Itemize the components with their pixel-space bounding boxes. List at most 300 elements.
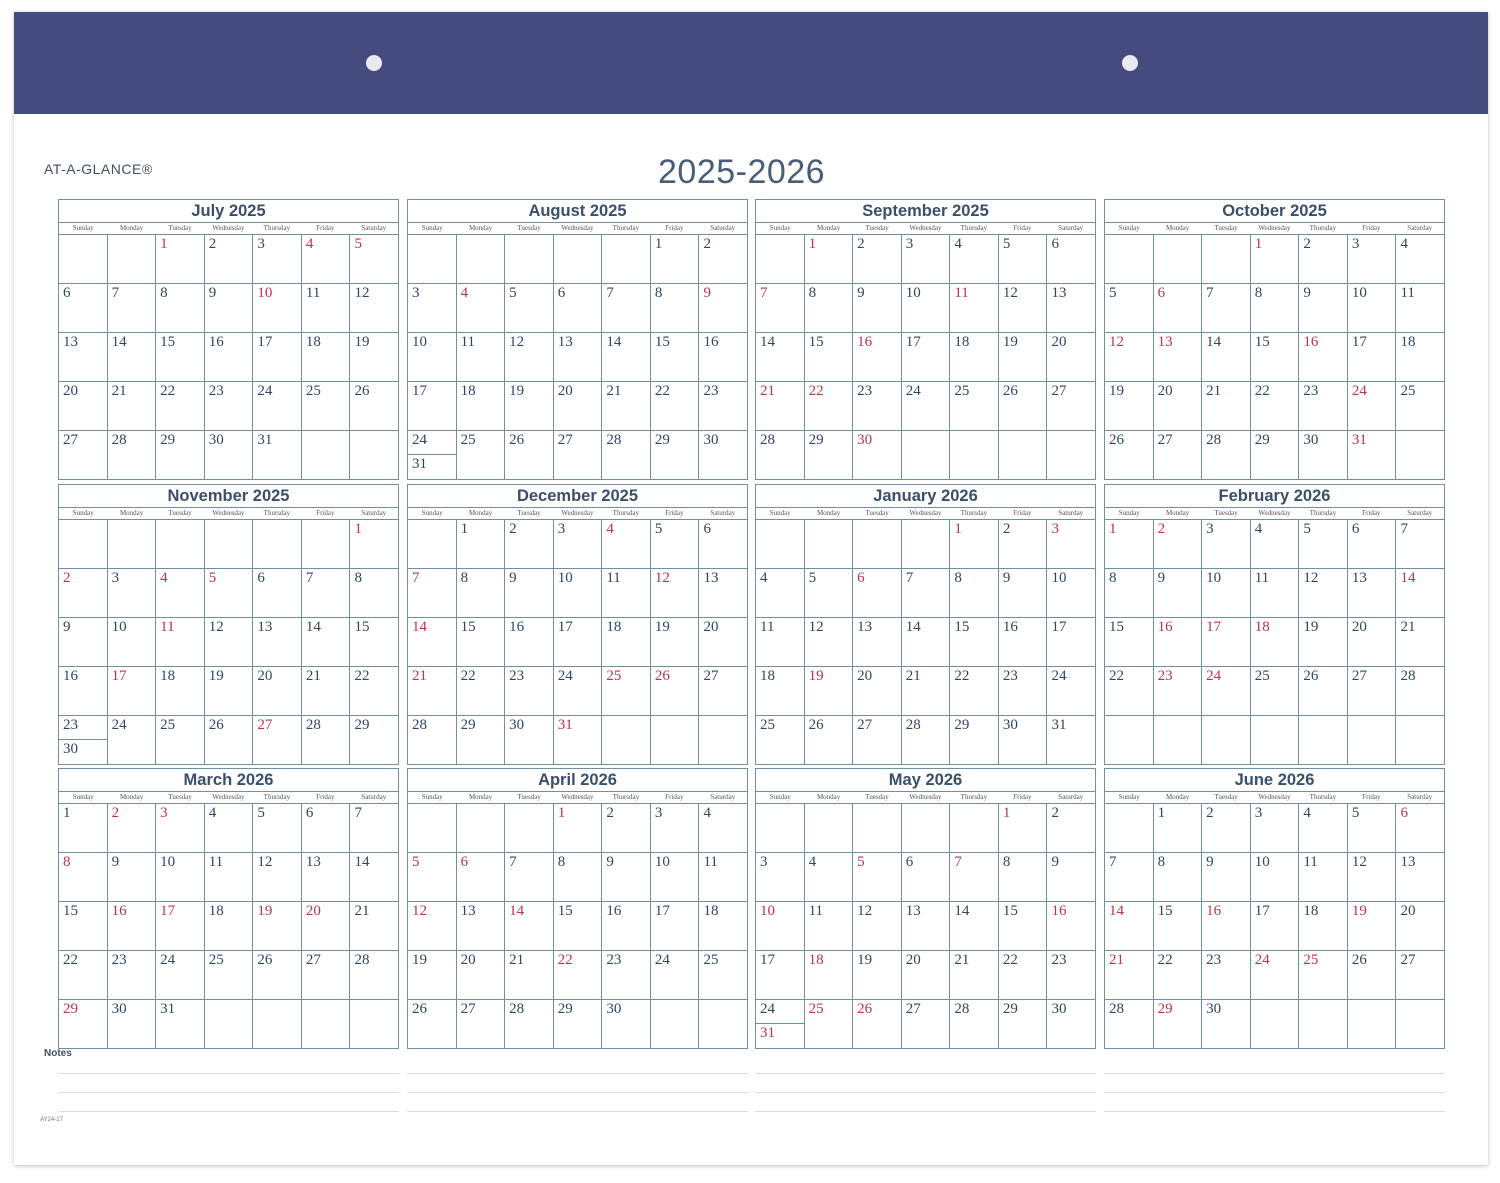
day-number: 12 [857,903,873,919]
weekday-header [1105,792,1444,804]
day-cell [1105,1000,1154,1048]
weekday-label: Friday [1013,793,1032,801]
day-cell [302,716,351,764]
day-cell [902,804,951,852]
day-cell [408,431,457,479]
day-cell [350,431,398,479]
day-cell [205,667,254,715]
day-cell [602,333,651,381]
day-number: 17 [111,668,127,684]
day-cell [853,235,902,283]
day-cell [1154,1000,1203,1048]
day-cell [1299,853,1348,901]
weekday-label: Friday [665,224,684,232]
day-number: 26 [257,952,273,968]
day-number: 16 [509,619,525,635]
day-number: 15 [354,619,370,635]
day-cell [950,382,999,430]
day-cell [350,618,398,666]
day-number: 5 [354,236,362,252]
weekday-label: Thursday [960,509,988,517]
day-cell [1251,520,1300,568]
weekday-label: Saturday [1407,509,1433,517]
day-number: 13 [857,619,873,635]
day-cell [999,667,1048,715]
day-number: 10 [257,285,273,301]
day-cell [1396,520,1444,568]
day-number: 1 [63,805,71,821]
day-number: 12 [1109,334,1124,350]
day-number: 2 [63,570,71,586]
day-number: 3 [1351,236,1360,252]
day-cell [554,569,603,617]
weekday-header [59,792,398,804]
day-cell [1348,569,1397,617]
day-cell [902,284,951,332]
day-cell [302,804,351,852]
day-cell [999,951,1048,999]
day-number: 18 [808,952,824,968]
day-number: 11 [160,619,175,635]
day-number: 14 [1206,334,1222,350]
day-number: 28 [760,432,775,448]
day-number: 6 [703,521,711,537]
day-number: 20 [703,619,719,635]
week-row [756,804,1095,853]
day-cell [408,667,457,715]
day-cell [756,716,805,764]
day-cell [1348,382,1397,430]
day-number: 27 [305,952,321,968]
month-march-2026 [58,768,399,1049]
day-number: 24 [160,952,176,968]
day-cell [1299,431,1348,479]
day-cell [853,284,902,332]
day-cell [1348,951,1397,999]
day-cell [999,1000,1048,1048]
day-number: 13 [1351,570,1367,586]
week-row [1105,902,1444,951]
day-cell [505,667,554,715]
day-number: 31 [1051,717,1067,733]
day-cell [699,853,747,901]
day-cell [408,804,457,852]
day-number: 6 [857,570,865,586]
day-number: 9 [1002,570,1011,586]
day-cell [1299,667,1348,715]
day-cell [602,569,651,617]
weekday-header [1105,508,1444,520]
day-cell [1396,569,1444,617]
day-cell [602,1000,651,1048]
day-cell [156,382,205,430]
day-number: 23 [1157,668,1173,684]
day-cell [950,716,999,764]
day-cell [253,235,302,283]
weekday-label: Tuesday [168,224,192,232]
day-number: 29 [160,432,176,448]
day-number: 20 [460,952,476,968]
day-cell [156,804,205,852]
day-number: 23 [1051,952,1067,968]
day-cell [602,618,651,666]
day-number: 11 [808,903,824,919]
day-number: 17 [905,334,921,350]
day-number: 6 [305,805,314,821]
day-cell [1251,951,1300,999]
day-cell [1396,853,1444,901]
day-number: 9 [1303,285,1311,301]
day-cell [1105,667,1154,715]
day-cell [1299,951,1348,999]
day-cell [156,716,205,764]
day-number: 29 [557,1001,573,1017]
day-cell [1154,431,1203,479]
day-number: 29 [1002,1001,1018,1017]
day-number: 14 [111,334,127,350]
day-number: 15 [1157,903,1173,919]
weekday-label: Sunday [769,509,791,517]
day-number: 22 [63,952,78,968]
week-row [408,1000,747,1048]
day-cell [1202,1000,1251,1048]
day-number: 26 [1002,383,1018,399]
day-number: 15 [1002,903,1018,919]
day-number: 27 [63,432,78,448]
week-row [408,284,747,333]
day-number: 29 [1157,1001,1173,1017]
day-cell [602,853,651,901]
week-row [59,382,398,431]
day-number: 12 [208,619,224,635]
day-number: 18 [760,668,775,684]
day-number: 30 [703,432,719,448]
day-number: 20 [63,383,78,399]
day-cell [699,902,747,950]
day-number: 16 [1157,619,1173,635]
day-cell [950,333,999,381]
weekday-label: Wednesday [561,224,594,232]
day-cell [59,382,108,430]
day-number: 30 [509,717,525,733]
day-cell [756,951,805,999]
weekday-header [1105,223,1444,235]
week-row [59,235,398,284]
day-number: 30 [1303,432,1319,448]
day-number: 21 [606,383,622,399]
day-cell [1299,1000,1348,1048]
day-cell [554,951,603,999]
day-cell [1047,951,1095,999]
day-number: 23 [208,383,224,399]
day-number: 11 [1400,285,1415,301]
day-number: 1 [160,236,168,252]
day-cell [408,902,457,950]
week-row [756,333,1095,382]
day-cell [505,853,554,901]
month-february-2026 [1104,484,1445,765]
day-number: 16 [1303,334,1319,350]
day-cell [302,569,351,617]
day-number: 11 [760,619,775,635]
day-cell [950,618,999,666]
weekday-label: Saturday [1407,224,1433,232]
day-cell [902,951,951,999]
day-cell [253,569,302,617]
day-number: 6 [1400,805,1408,821]
day-cell [699,520,747,568]
day-cell [902,1000,951,1048]
weekday-label: Wednesday [212,224,245,232]
day-number: 14 [509,903,525,919]
day-cell [302,902,351,950]
day-cell [1251,284,1300,332]
day-number: 31 [412,456,427,472]
day-cell [1202,382,1251,430]
day-number: 5 [1303,521,1311,537]
week-row [408,618,747,667]
day-number: 10 [1351,285,1367,301]
day-cell [350,333,398,381]
day-cell [1105,569,1154,617]
day-cell [699,1000,747,1048]
day-cell [853,333,902,381]
day-number: 19 [808,668,824,684]
day-number: 4 [703,805,711,821]
week-row [1105,853,1444,902]
day-cell [1396,804,1444,852]
weekday-label: Monday [816,509,841,517]
day-cell [756,431,805,479]
day-number: 6 [1157,285,1166,301]
day-cell [108,853,157,901]
day-number: 6 [257,570,265,586]
day-cell [302,951,351,999]
day-number: 23 [1303,383,1319,399]
weekday-label: Thursday [263,509,291,517]
day-cell [1154,520,1203,568]
week-row [756,667,1095,716]
day-number: 11 [954,285,969,301]
day-number: 3 [905,236,914,252]
month-june-2026 [1104,768,1445,1049]
day-cell [1299,569,1348,617]
weekday-label: Tuesday [1214,224,1238,232]
day-cell [554,284,603,332]
day-cell [902,716,951,764]
day-number: 2 [703,236,711,252]
day-number: 3 [160,805,168,821]
day-number: 2 [606,805,614,821]
day-cell [651,520,700,568]
week-row [59,569,398,618]
day-number: 18 [208,903,224,919]
weekday-label: Tuesday [517,224,541,232]
day-cell [1251,235,1300,283]
day-number: 12 [354,285,370,301]
day-cell [1299,333,1348,381]
day-number: 25 [703,952,719,968]
day-cell [805,804,854,852]
week-row [59,951,398,1000]
day-cell [205,382,254,430]
day-cell [999,284,1048,332]
day-cell [902,235,951,283]
day-number: 8 [1002,854,1011,870]
week-row [1105,1000,1444,1048]
day-number: 5 [654,521,663,537]
day-cell [1105,333,1154,381]
day-number: 16 [606,903,622,919]
day-number: 4 [305,236,314,252]
weekday-label: Monday [468,509,493,517]
day-cell [1396,618,1444,666]
day-number: 22 [160,383,176,399]
day-cell [59,235,108,283]
day-number: 13 [460,903,476,919]
day-cell [1202,804,1251,852]
day-number: 27 [905,1001,921,1017]
month-title: May 2026 [756,769,1095,792]
day-cell [205,618,254,666]
weekday-label: Friday [1362,793,1381,801]
day-cell [108,520,157,568]
day-number: 18 [305,334,321,350]
day-cell [1154,618,1203,666]
day-cell [1047,716,1095,764]
month-title: December 2025 [408,485,747,508]
day-number: 16 [1206,903,1222,919]
day-number: 17 [1351,334,1367,350]
day-number: 19 [654,619,670,635]
weekday-label: Monday [1165,224,1190,232]
month-december-2025 [407,484,748,765]
day-cell [457,382,506,430]
weekday-label: Wednesday [1258,793,1291,801]
day-cell [554,667,603,715]
day-number: 28 [354,952,370,968]
day-cell [302,333,351,381]
day-cell [408,284,457,332]
day-cell [1396,431,1444,479]
day-number: 27 [1400,952,1416,968]
day-number: 31 [1351,432,1367,448]
day-cell [350,520,398,568]
day-cell [505,569,554,617]
cell-divider [756,1023,804,1024]
day-cell [902,569,951,617]
day-cell [108,667,157,715]
day-cell [950,284,999,332]
day-cell [756,853,805,901]
weekday-label: Wednesday [212,793,245,801]
day-cell [699,667,747,715]
weekday-label: Wednesday [561,509,594,517]
day-cell [651,382,700,430]
day-cell [1202,520,1251,568]
day-cell [554,804,603,852]
week-row [408,569,747,618]
day-number: 14 [1109,903,1124,919]
day-cell [805,853,854,901]
day-cell [554,716,603,764]
day-number: 12 [1303,570,1319,586]
day-cell [59,853,108,901]
week-row [59,667,398,716]
day-number: 28 [905,717,921,733]
day-cell [408,235,457,283]
day-number: 12 [509,334,525,350]
week-row [756,284,1095,333]
day-cell [302,284,351,332]
week-row [59,520,398,569]
day-cell [756,235,805,283]
day-cell [1154,284,1203,332]
day-cell [699,804,747,852]
day-number: 7 [760,285,768,301]
day-cell [59,618,108,666]
day-cell [756,284,805,332]
week-row [756,235,1095,284]
day-cell [1251,333,1300,381]
day-number: 15 [1109,619,1124,635]
day-cell [408,853,457,901]
day-number: 3 [654,805,663,821]
day-number: 9 [111,854,120,870]
weekday-label: Monday [119,509,144,517]
day-cell [253,804,302,852]
day-cell [1396,716,1444,764]
week-row [756,382,1095,431]
day-number: 29 [63,1001,78,1017]
day-cell [1396,667,1444,715]
day-number: 23 [703,383,719,399]
day-number: 14 [412,619,427,635]
day-number: 9 [606,854,614,870]
weekday-label: Sunday [72,793,94,801]
day-cell [699,235,747,283]
day-cell [554,902,603,950]
day-number: 1 [354,521,362,537]
day-cell [1154,333,1203,381]
day-cell [1154,951,1203,999]
day-number: 25 [808,1001,824,1017]
day-number: 15 [160,334,176,350]
day-number: 20 [1400,903,1416,919]
weekday-label: Sunday [1118,793,1140,801]
day-cell [950,951,999,999]
day-number: 25 [760,717,775,733]
day-cell [999,431,1048,479]
weekday-label: Monday [816,793,841,801]
day-number: 30 [1051,1001,1067,1017]
weekday-label: Saturday [710,224,736,232]
day-number: 24 [760,1001,775,1017]
day-number: 29 [954,717,970,733]
weekday-label: Thursday [612,224,640,232]
day-cell [853,667,902,715]
day-cell [108,1000,157,1048]
day-number: 21 [905,668,921,684]
week-row [1105,431,1444,479]
day-cell [1299,618,1348,666]
day-number: 3 [257,236,265,252]
day-cell [1202,667,1251,715]
day-number: 1 [1002,805,1011,821]
day-number: 19 [354,334,370,350]
day-number: 20 [1351,619,1367,635]
weekday-label: Friday [1362,224,1381,232]
